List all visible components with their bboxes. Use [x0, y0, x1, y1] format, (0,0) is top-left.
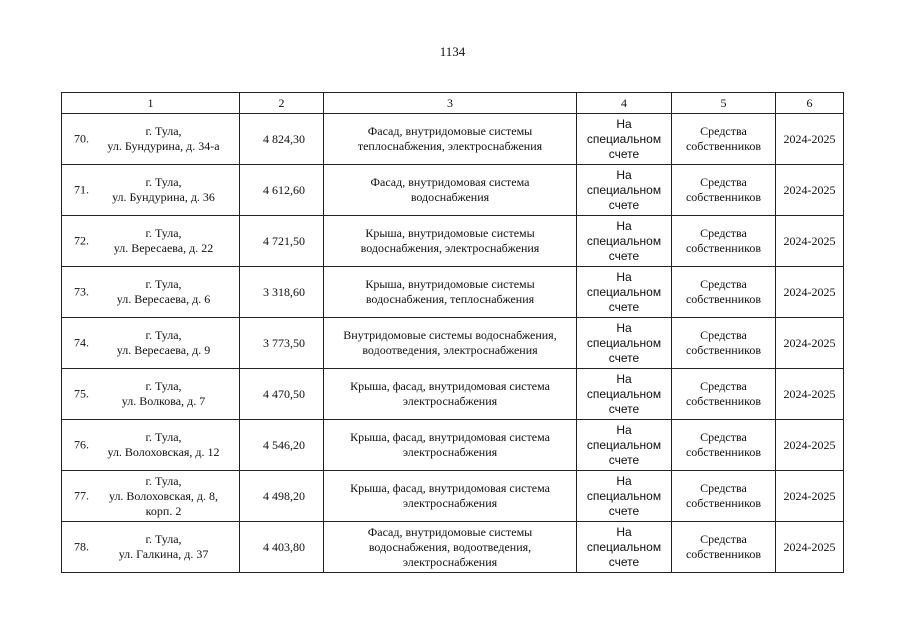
- column-header-6: 6: [776, 93, 844, 114]
- fund-method-line: счете: [608, 401, 640, 416]
- table-row: [62, 216, 844, 267]
- works-line: водоснабжения: [410, 190, 490, 204]
- address: [66, 379, 235, 409]
- works-line: Крыша, фасад, внутридомовая система: [350, 481, 550, 495]
- fund-method-line: На: [616, 167, 632, 182]
- fund-method-line: счете: [608, 452, 640, 467]
- column-header-2: 2: [240, 93, 324, 114]
- works-cell: [324, 318, 577, 369]
- row-number: 74.: [74, 335, 89, 350]
- column-header-5: 5: [672, 93, 776, 114]
- funding-source-line: Средства: [700, 226, 747, 240]
- works-line: Крыша, внутридомовые системы: [365, 277, 535, 291]
- address: [66, 124, 235, 154]
- period-cell: 2024-2025: [776, 522, 844, 573]
- address-cell: [62, 471, 240, 522]
- period-cell: 2024-2025: [776, 165, 844, 216]
- area-cell: 3 318,60: [240, 267, 324, 318]
- table-row: [62, 267, 844, 318]
- funding-source-line: Средства: [700, 328, 747, 342]
- funding-source-cell: [672, 369, 776, 420]
- fund-method-line: специальном: [586, 182, 662, 197]
- address-cell: [62, 216, 240, 267]
- table-row: [62, 471, 844, 522]
- funding-source-line: собственников: [685, 547, 762, 561]
- period-cell: 2024-2025: [776, 471, 844, 522]
- funding-source-line: собственников: [685, 190, 762, 204]
- fund-method-line: специальном: [586, 488, 662, 503]
- works-line: Внутридомовые системы водоснабжения,: [343, 328, 557, 342]
- fund-method-line: специальном: [586, 335, 662, 350]
- fund-method-line: На: [616, 269, 632, 284]
- address-city: г. Тула,: [145, 226, 182, 240]
- works-line: Фасад, внутридомовая система: [370, 175, 530, 189]
- funding-source-line: собственников: [685, 241, 762, 255]
- period-cell: 2024-2025: [776, 420, 844, 471]
- funding-source-line: Средства: [700, 175, 747, 189]
- table-row: [62, 522, 844, 573]
- address-cell: [62, 420, 240, 471]
- address-street: ул. Волкова, д. 7: [121, 394, 206, 408]
- address-city: г. Тула,: [145, 430, 182, 444]
- fund-method-line: На: [616, 524, 632, 539]
- funding-source-cell: [672, 522, 776, 573]
- works-cell: [324, 369, 577, 420]
- fund-method-cell: [577, 267, 672, 318]
- fund-method-cell: [577, 522, 672, 573]
- fund-method-line: счете: [608, 197, 640, 212]
- fund-method-line: счете: [608, 146, 640, 161]
- funding-source-line: собственников: [685, 394, 762, 408]
- funding-source-line: Средства: [700, 532, 747, 546]
- fund-method-line: специальном: [586, 131, 662, 146]
- address-city: г. Тула,: [145, 473, 182, 488]
- funding-source-line: Средства: [700, 481, 747, 495]
- fund-method-line: счете: [608, 299, 640, 314]
- area-cell: 4 403,80: [240, 522, 324, 573]
- address-street: ул. Бундурина, д. 36: [112, 190, 215, 204]
- address-cell: [62, 114, 240, 165]
- fund-method-line: На: [616, 116, 632, 131]
- works-cell: [324, 471, 577, 522]
- row-number: 75.: [74, 386, 89, 401]
- area-cell: 4 546,20: [240, 420, 324, 471]
- works-line: электроснабжения: [402, 445, 498, 459]
- period-cell: 2024-2025: [776, 318, 844, 369]
- fund-method-line: счете: [608, 248, 640, 263]
- row-number: 72.: [74, 233, 89, 248]
- works-line: электроснабжения: [402, 496, 498, 510]
- address: [66, 175, 235, 205]
- address: [66, 474, 235, 519]
- table-row: [62, 114, 844, 165]
- address-street: ул. Вересаева, д. 22: [113, 241, 214, 255]
- row-number: 71.: [74, 182, 89, 197]
- fund-method-line: На: [616, 422, 632, 437]
- address-street: ул. Волоховская, д. 8,: [108, 488, 219, 503]
- column-header-4: 4: [577, 93, 672, 114]
- fund-method-cell: [577, 216, 672, 267]
- works-cell: [324, 216, 577, 267]
- works-line: Крыша, внутридомовые системы: [365, 226, 535, 240]
- funding-source-line: собственников: [685, 496, 762, 510]
- funding-source-cell: [672, 267, 776, 318]
- address-cell: [62, 165, 240, 216]
- address: [66, 277, 235, 307]
- works-line: теплоснабжения, электроснабжения: [357, 139, 543, 153]
- funding-source-line: Средства: [700, 430, 747, 444]
- row-number: 70.: [74, 131, 89, 146]
- works-cell: [324, 522, 577, 573]
- address-city: г. Тула,: [145, 124, 182, 138]
- fund-method-cell: [577, 114, 672, 165]
- funding-source-cell: [672, 318, 776, 369]
- fund-method-line: специальном: [586, 284, 662, 299]
- works-line: водоснабжения, теплоснабжения: [365, 292, 535, 306]
- row-number: 78.: [74, 539, 89, 554]
- funding-source-line: Средства: [700, 124, 747, 138]
- column-header-3: 3: [324, 93, 577, 114]
- fund-method-line: счете: [608, 350, 640, 365]
- area-cell: 4 498,20: [240, 471, 324, 522]
- table-body: [62, 114, 844, 573]
- funding-source-cell: [672, 216, 776, 267]
- address-street: ул. Вересаева, д. 6: [116, 292, 211, 306]
- address-city: г. Тула,: [145, 328, 182, 342]
- period-cell: 2024-2025: [776, 114, 844, 165]
- row-number: 76.: [74, 437, 89, 452]
- fund-method-line: специальном: [586, 539, 662, 554]
- address-city: г. Тула,: [145, 277, 182, 291]
- row-number: 77.: [74, 488, 89, 503]
- table-row: [62, 165, 844, 216]
- area-cell: 4 612,60: [240, 165, 324, 216]
- works-line: Крыша, фасад, внутридомовая система: [350, 430, 550, 444]
- funding-source-line: Средства: [700, 277, 747, 291]
- address-cell: [62, 522, 240, 573]
- funding-source-line: Средства: [700, 379, 747, 393]
- works-line: Крыша, фасад, внутридомовая система: [350, 379, 550, 393]
- area-cell: 3 773,50: [240, 318, 324, 369]
- funding-source-cell: [672, 471, 776, 522]
- table-row: [62, 420, 844, 471]
- address: [66, 532, 235, 562]
- fund-method-line: счете: [608, 503, 640, 518]
- page-number: 1134: [439, 44, 466, 59]
- fund-method-line: специальном: [586, 386, 662, 401]
- works-line: электроснабжения: [402, 394, 498, 408]
- registry-table: [61, 92, 844, 573]
- address: [66, 430, 235, 460]
- address: [66, 226, 235, 256]
- column-header-1: 1: [62, 93, 240, 114]
- period-cell: 2024-2025: [776, 267, 844, 318]
- fund-method-line: специальном: [586, 233, 662, 248]
- header-row: [62, 93, 844, 114]
- funding-source-cell: [672, 420, 776, 471]
- address-street-continued: корп. 2: [145, 503, 182, 518]
- address-street: ул. Вересаева, д. 9: [116, 343, 211, 357]
- fund-method-line: На: [616, 218, 632, 233]
- address-street: ул. Волоховская, д. 12: [107, 445, 220, 459]
- works-cell: [324, 165, 577, 216]
- funding-source-line: собственников: [685, 343, 762, 357]
- period-cell: 2024-2025: [776, 369, 844, 420]
- row-number: 73.: [74, 284, 89, 299]
- funding-source-cell: [672, 165, 776, 216]
- works-cell: [324, 267, 577, 318]
- works-line: водоснабжения, электроснабжения: [360, 241, 540, 255]
- address-city: г. Тула,: [145, 379, 182, 393]
- works-cell: [324, 420, 577, 471]
- works-line: водоснабжения, водоотведения,: [368, 539, 532, 554]
- address-city: г. Тула,: [145, 175, 182, 189]
- fund-method-cell: [577, 420, 672, 471]
- works-cell: [324, 114, 577, 165]
- funding-source-line: собственников: [685, 292, 762, 306]
- address: [66, 328, 235, 358]
- fund-method-cell: [577, 165, 672, 216]
- address-cell: [62, 267, 240, 318]
- fund-method-cell: [577, 369, 672, 420]
- fund-method-cell: [577, 471, 672, 522]
- fund-method-cell: [577, 318, 672, 369]
- table-row: [62, 318, 844, 369]
- area-cell: 4 824,30: [240, 114, 324, 165]
- funding-source-cell: [672, 114, 776, 165]
- table-row: [62, 369, 844, 420]
- period-cell: 2024-2025: [776, 216, 844, 267]
- address-cell: [62, 369, 240, 420]
- address-city: г. Тула,: [145, 532, 182, 546]
- address-street: ул. Галкина, д. 37: [118, 547, 209, 561]
- area-cell: 4 721,50: [240, 216, 324, 267]
- funding-source-line: собственников: [685, 139, 762, 153]
- area-cell: 4 470,50: [240, 369, 324, 420]
- address-street: ул. Бундурина, д. 34-а: [107, 139, 220, 153]
- fund-method-line: На: [616, 473, 632, 488]
- works-line: Фасад, внутридомовые системы: [367, 124, 533, 138]
- works-line: электроснабжения: [402, 554, 498, 569]
- fund-method-line: счете: [608, 554, 640, 569]
- fund-method-line: На: [616, 371, 632, 386]
- fund-method-line: На: [616, 320, 632, 335]
- fund-method-line: специальном: [586, 437, 662, 452]
- works-line: водоотведения, электроснабжения: [362, 343, 538, 357]
- address-cell: [62, 318, 240, 369]
- funding-source-line: собственников: [685, 445, 762, 459]
- works-line: Фасад, внутридомовые системы: [367, 524, 533, 539]
